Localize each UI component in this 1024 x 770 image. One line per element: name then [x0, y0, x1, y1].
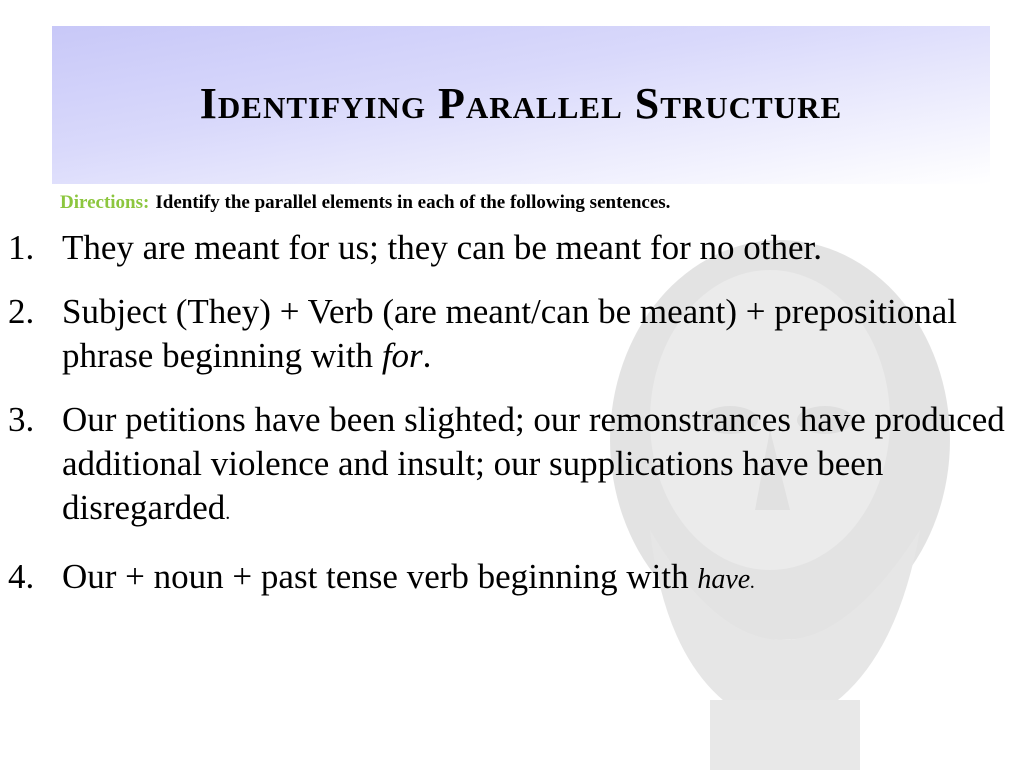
item-text: They are meant for us; they can be meant for no other.: [62, 228, 822, 267]
list-item: [8, 398, 1013, 535]
item-number: 2.: [8, 292, 35, 331]
list-item: [8, 226, 1013, 270]
item-tail: .: [225, 502, 231, 524]
list-item: [8, 555, 1013, 604]
item-emphasis: for: [381, 336, 423, 375]
item-text: Subject (They) + Verb (are meant/can be meant) + prepositional phrase beginning with: [62, 292, 958, 375]
item-tail: .: [750, 571, 756, 593]
item-number: 3.: [8, 400, 35, 439]
directions-label: Directions:: [60, 192, 150, 213]
list-item: [8, 290, 1013, 378]
sentence-list: [8, 226, 1013, 624]
item-text: Our + noun + past tense verb beginning with: [62, 557, 698, 596]
item-number: 4.: [8, 557, 35, 596]
item-number: 1.: [8, 228, 35, 267]
item-emphasis: have: [697, 564, 751, 595]
item-text: Our petitions have been slighted; our remonstrances have produced additional violence and insult; our supplications have been disregarded: [62, 400, 1005, 527]
directions-text: Identify the parallel elements in each of the following sentences.: [155, 192, 671, 213]
directions: [60, 192, 1000, 214]
slide-title: Identifying Parallel Structure: [199, 79, 843, 128]
item-tail: .: [422, 336, 432, 375]
